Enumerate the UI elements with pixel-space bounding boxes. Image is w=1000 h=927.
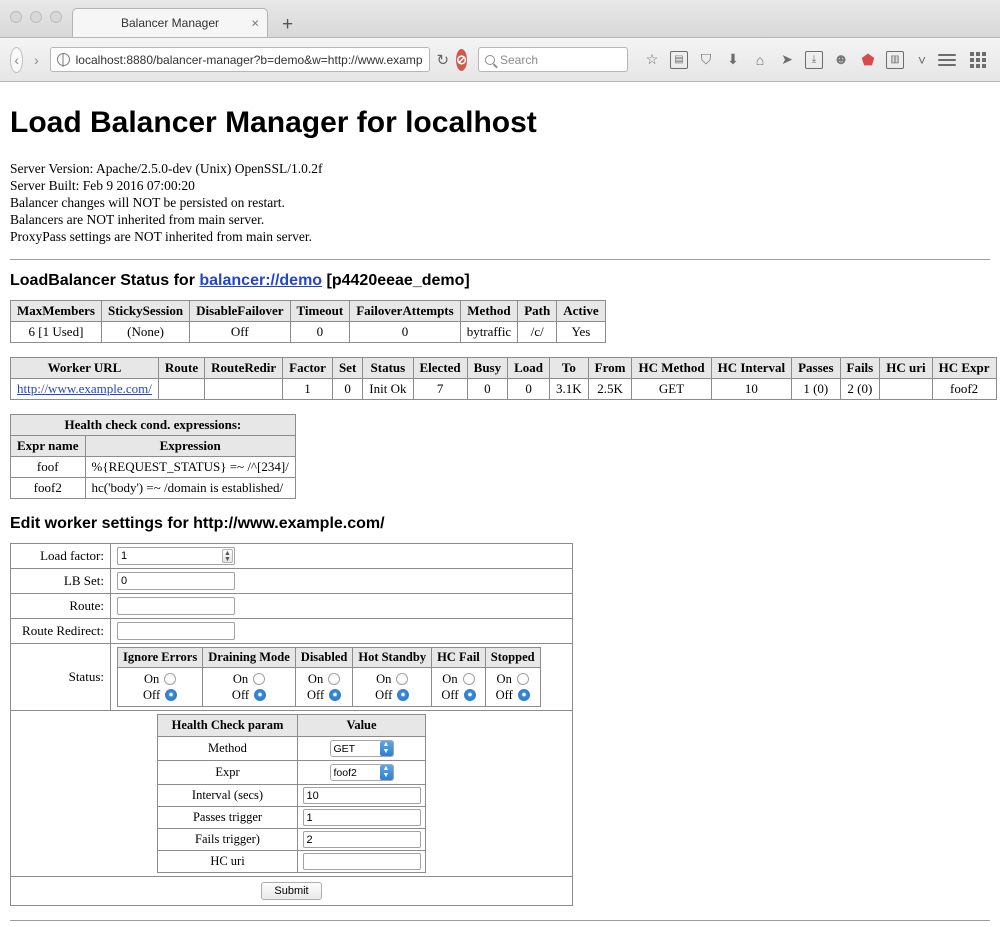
search-input[interactable] (478, 47, 628, 72)
disabled-off[interactable] (301, 687, 348, 703)
th-busy: Busy (467, 358, 507, 379)
th-route: Route (158, 358, 204, 379)
table-caption-row (11, 415, 296, 436)
hot-standby-on[interactable] (358, 671, 426, 687)
server-info-line: ProxyPass settings are NOT inherited from main server. (10, 229, 312, 244)
table-header-row (118, 648, 541, 668)
lb-set-cell (111, 569, 573, 594)
th-timeout: Timeout (290, 301, 350, 322)
th-status: Status (363, 358, 413, 379)
th-active: Active (557, 301, 605, 322)
stopped-on[interactable] (491, 671, 535, 687)
cell-route (158, 379, 204, 400)
new-tab-icon[interactable]: + (282, 14, 294, 35)
table-row (11, 457, 296, 478)
off-label: Off (231, 688, 250, 702)
menu-area (938, 52, 990, 68)
hc-expr-label: Expr (158, 761, 298, 785)
save-page-icon[interactable]: ⤓ (805, 51, 823, 69)
table-header-row (11, 358, 997, 379)
cell-timeout: 0 (290, 322, 350, 343)
hc-interval-cell (298, 785, 426, 807)
hc-passes-label: Passes trigger (158, 807, 298, 829)
th-worker-url: Worker URL (11, 358, 159, 379)
worker-status-table (10, 357, 997, 400)
hc-fails-cell (298, 829, 426, 851)
chevron-down-icon[interactable]: ˅ (917, 51, 927, 68)
cell-from: 2.5K (588, 379, 632, 400)
table-row (158, 785, 426, 807)
cell-maxmembers: 6 [1 Used] (11, 322, 102, 343)
route-redirect-cell (111, 619, 573, 644)
chevron-up-down-icon[interactable]: ▲ ▼ (380, 741, 393, 756)
radio-off-icon[interactable] (254, 689, 266, 701)
cell-load: 0 (508, 379, 550, 400)
cell-stickysession: (None) (101, 322, 189, 343)
on-label: On (307, 672, 324, 686)
cell-elected: 7 (413, 379, 467, 400)
address-bar[interactable] (50, 47, 430, 72)
back-icon[interactable]: ‹ (10, 47, 23, 73)
route-cell (111, 594, 573, 619)
cell-expression: %{REQUEST_STATUS} =~ /^[234]/ (85, 457, 295, 478)
library-icon[interactable]: ▥ (886, 51, 904, 69)
form-row-lb-set (11, 569, 573, 594)
disabled-radio-group[interactable] (295, 668, 353, 707)
balancer-heading-suffix: [p4420eeae_demo] (322, 272, 470, 289)
hot-standby-radio-group[interactable] (353, 668, 432, 707)
apps-grid-icon[interactable] (970, 52, 986, 68)
th-load: Load (508, 358, 550, 379)
forward-icon[interactable]: › (34, 51, 39, 68)
shield-icon[interactable]: ⛉ (700, 51, 712, 67)
cell-failoverattempts: 0 (350, 322, 460, 343)
hamburger-menu-icon[interactable] (938, 54, 956, 66)
minimize-window-button[interactable] (30, 11, 42, 23)
table-row (158, 807, 426, 829)
cell-hc-method: GET (632, 379, 711, 400)
health-check-cell (11, 711, 573, 877)
submit-button[interactable]: Submit (261, 882, 321, 900)
radio-on-icon[interactable] (463, 673, 475, 685)
cell-hc-uri (880, 379, 932, 400)
hc-expressions-caption: Health check cond. expressions: (11, 415, 296, 436)
th-maxmembers: MaxMembers (11, 301, 102, 322)
form-row-route-redirect (11, 619, 573, 644)
hc-expr-select-wrap[interactable] (330, 764, 394, 781)
chevron-up-down-icon[interactable]: ▲ ▼ (380, 765, 393, 780)
form-row-submit (11, 877, 573, 906)
th-stickysession: StickySession (101, 301, 189, 322)
tab-title: Balancer Manager (120, 16, 220, 30)
draining-mode-radio-group[interactable] (203, 668, 296, 707)
cell-status: Init Ok (363, 379, 413, 400)
navigation-toolbar (0, 38, 1000, 82)
radio-on-icon[interactable] (396, 673, 408, 685)
content-blocker-icon[interactable]: ⊘ (456, 49, 467, 71)
hc-uri-cell (298, 851, 426, 873)
edit-worker-heading: Edit worker settings for http://www.example.com/ (10, 515, 385, 532)
draining-mode-on[interactable] (208, 671, 290, 687)
table-row (158, 761, 426, 785)
th-draining-mode: Draining Mode (203, 648, 296, 668)
download-icon[interactable]: ⬇ (727, 51, 739, 67)
th-expression: Expression (85, 436, 295, 457)
balancer-heading (10, 272, 990, 290)
hc-uri-input[interactable] (303, 853, 421, 870)
pocket-icon[interactable]: ⬟ (861, 51, 875, 69)
th-expr-name: Expr name (11, 436, 86, 457)
th-hot-standby: Hot Standby (353, 648, 432, 668)
form-row-route (11, 594, 573, 619)
hc-method-cell[interactable] (298, 737, 426, 761)
form-row-health-check (11, 711, 573, 877)
route-label: Route: (11, 594, 111, 619)
ignore-errors-off[interactable] (123, 687, 197, 703)
table-row (11, 322, 606, 343)
cell-busy: 0 (467, 379, 507, 400)
status-cell (111, 644, 573, 711)
close-window-button[interactable] (10, 11, 22, 23)
table-row (11, 379, 997, 400)
radio-off-icon[interactable] (464, 689, 476, 701)
home-icon[interactable]: ⌂ (755, 51, 765, 68)
cell-disablefailover: Off (190, 322, 290, 343)
radio-off-icon[interactable] (165, 689, 177, 701)
table-row (11, 478, 296, 499)
route-input[interactable] (117, 597, 235, 615)
reader-mode-icon[interactable]: ▤ (670, 51, 688, 69)
server-info-line: Server Version: Apache/2.5.0-dev (Unix) OpenSSL/1.0.2f (10, 161, 323, 176)
cell-expression: hc('body') =~ /domain is established/ (85, 478, 295, 499)
load-factor-label: Load factor: (11, 544, 111, 569)
hc-expr-cell[interactable] (298, 761, 426, 785)
th-disablefailover: DisableFailover (190, 301, 290, 322)
divider (10, 259, 990, 260)
window-controls[interactable] (10, 11, 62, 23)
cell-worker-url[interactable] (11, 379, 159, 400)
hc-fail-on[interactable] (437, 671, 480, 687)
hc-method-select-wrap[interactable] (330, 740, 394, 757)
radio-off-icon[interactable] (518, 689, 530, 701)
off-label: Off (375, 688, 393, 702)
health-check-params-table (157, 714, 426, 873)
page-content (0, 82, 1000, 927)
cell-routeredir (205, 379, 283, 400)
radio-off-icon[interactable] (397, 689, 409, 701)
off-label: Off (143, 688, 161, 702)
hc-uri-label: HC uri (158, 851, 298, 873)
hc-method-label: Method (158, 737, 298, 761)
stopped-radio-group[interactable] (485, 668, 540, 707)
send-tab-icon[interactable]: ➤ (781, 51, 793, 67)
cell-set: 0 (332, 379, 362, 400)
th-method: Method (460, 301, 518, 322)
cell-fails: 2 (0) (840, 379, 880, 400)
server-info-line: Balancers are NOT inherited from main server. (10, 212, 265, 227)
reload-icon[interactable]: ↻ (436, 51, 450, 69)
off-label: Off (441, 688, 459, 702)
server-info-line: Server Built: Feb 9 2016 07:00:20 (10, 178, 195, 193)
tab-balancer-manager[interactable] (72, 8, 268, 37)
draining-mode-off[interactable] (208, 687, 290, 703)
th-hc-fail: HC Fail (432, 648, 486, 668)
cell-expr-name: foof2 (11, 478, 86, 499)
route-redirect-label: Route Redirect: (11, 619, 111, 644)
table-row (118, 668, 541, 707)
maximize-window-button[interactable] (50, 11, 62, 23)
radio-off-icon[interactable] (329, 689, 341, 701)
ignore-errors-radio-group[interactable] (118, 668, 203, 707)
load-factor-cell (111, 544, 573, 569)
cell-method: bytraffic (460, 322, 518, 343)
th-elected: Elected (413, 358, 467, 379)
cell-factor: 1 (283, 379, 333, 400)
off-label: Off (495, 688, 513, 702)
th-from: From (588, 358, 632, 379)
th-passes: Passes (792, 358, 840, 379)
table-row (158, 737, 426, 761)
balancer-link[interactable]: balancer://demo (199, 272, 323, 289)
th-hc-method: HC Method (632, 358, 711, 379)
th-factor: Factor (283, 358, 333, 379)
th-path: Path (518, 301, 557, 322)
stopped-off[interactable] (491, 687, 535, 703)
form-row-load-factor (11, 544, 573, 569)
feedback-smiley-icon[interactable]: ☻ (833, 51, 849, 68)
th-hc-expr: HC Expr (932, 358, 996, 379)
bottom-divider (10, 920, 990, 921)
worker-url-link[interactable]: http://www.example.com/ (17, 381, 152, 396)
cell-active: Yes (557, 322, 605, 343)
hc-passes-cell (298, 807, 426, 829)
radio-on-icon[interactable] (164, 673, 176, 685)
table-header-row (11, 301, 606, 322)
cell-path: /c/ (518, 322, 557, 343)
hc-passes-input[interactable] (303, 809, 421, 826)
hc-fails-input[interactable] (303, 831, 421, 848)
health-check-expressions-table (10, 414, 296, 499)
server-info (10, 160, 990, 245)
th-to: To (550, 358, 589, 379)
hc-interval-input[interactable] (303, 787, 421, 804)
hc-fails-label: Fails trigger) (158, 829, 298, 851)
status-label: Status: (11, 644, 111, 711)
on-label: On (442, 672, 458, 686)
table-row (158, 851, 426, 873)
th-stopped: Stopped (485, 648, 540, 668)
table-header-row (158, 715, 426, 737)
th-ignore-errors: Ignore Errors (118, 648, 203, 668)
address-bar-text: localhost:8880/balancer-manager?b=demo&w=http://www.examp (75, 52, 423, 67)
load-factor-stepper[interactable]: ▲ ▼ (222, 549, 233, 563)
hc-fail-radio-group[interactable] (432, 668, 486, 707)
hc-fail-off[interactable] (437, 687, 480, 703)
th-set: Set (332, 358, 362, 379)
load-factor-spinner-wrap (117, 547, 235, 565)
disabled-on[interactable] (301, 671, 348, 687)
lb-set-input[interactable] (117, 572, 235, 590)
on-label: On (376, 672, 392, 686)
cell-hc-interval: 10 (711, 379, 792, 400)
worker-settings-form (10, 543, 573, 906)
th-hc-interval: HC Interval (711, 358, 792, 379)
on-label: On (143, 672, 160, 686)
search-icon (485, 55, 495, 65)
th-hc-value: Value (298, 715, 426, 737)
radio-on-icon[interactable] (328, 673, 340, 685)
radio-on-icon[interactable] (253, 673, 265, 685)
hot-standby-off[interactable] (358, 687, 426, 703)
cell-hc-expr: foof2 (932, 379, 996, 400)
status-toggle-table (117, 647, 541, 707)
table-row (158, 829, 426, 851)
cell-passes: 1 (0) (792, 379, 840, 400)
lb-set-label: LB Set: (11, 569, 111, 594)
table-header-row (11, 436, 296, 457)
close-tab-icon[interactable]: × (251, 15, 259, 31)
page-title: Load Balancer Manager for localhost (10, 106, 537, 139)
balancer-status-table (10, 300, 606, 343)
server-info-line: Balancer changes will NOT be persisted on restart. (10, 195, 285, 210)
form-row-status (11, 644, 573, 711)
cell-expr-name: foof (11, 457, 86, 478)
load-factor-input[interactable] (117, 547, 235, 565)
th-routeredir: RouteRedir (205, 358, 283, 379)
bookmark-star-icon[interactable]: ☆ (645, 51, 659, 67)
th-fails: Fails (840, 358, 880, 379)
hc-interval-label: Interval (secs) (158, 785, 298, 807)
route-redirect-input[interactable] (117, 622, 235, 640)
on-label: On (496, 672, 512, 686)
balancer-heading-prefix: LoadBalancer Status for (10, 272, 200, 289)
on-label: On (232, 672, 249, 686)
th-hc-uri: HC uri (880, 358, 932, 379)
title-bar (0, 0, 1000, 38)
th-failoverattempts: FailoverAttempts (350, 301, 460, 322)
off-label: Off (307, 688, 325, 702)
ignore-errors-on[interactable] (123, 671, 197, 687)
th-hc-param: Health Check param (158, 715, 298, 737)
globe-icon (57, 53, 70, 66)
submit-cell (11, 877, 573, 906)
cell-to: 3.1K (550, 379, 589, 400)
th-disabled: Disabled (295, 648, 353, 668)
toolbar-icons (643, 51, 931, 69)
search-placeholder: Search (500, 52, 539, 67)
radio-on-icon[interactable] (517, 673, 529, 685)
